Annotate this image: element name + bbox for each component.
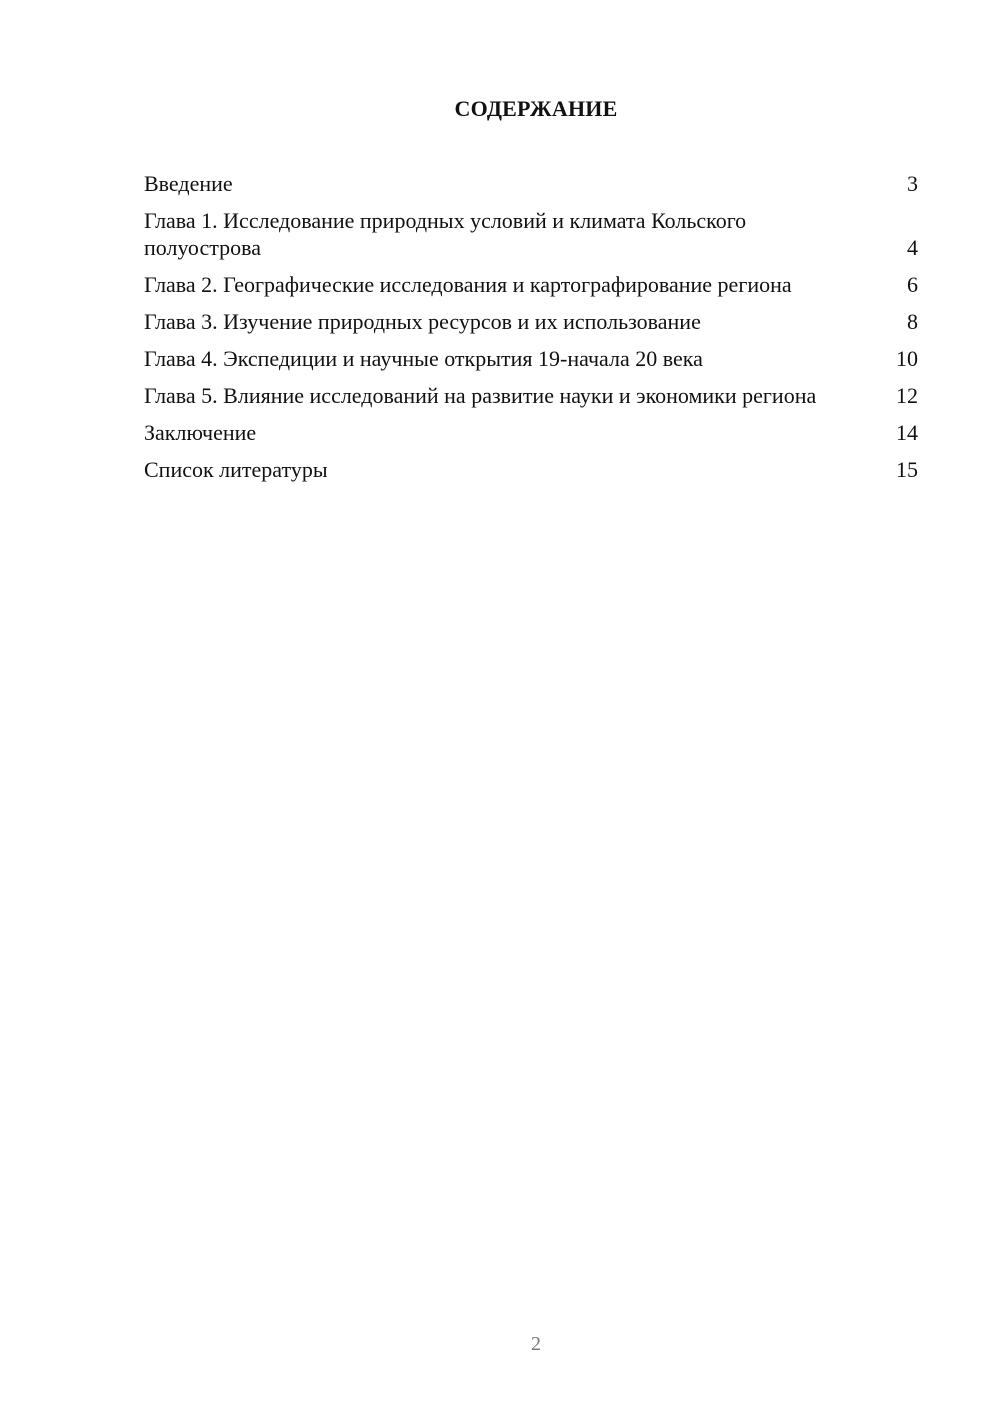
toc-entry-chapter-5[interactable] — [144, 382, 918, 409]
toc-entry-page: 12 — [896, 383, 918, 408]
toc-entry-page: 10 — [896, 346, 918, 371]
toc-entry-page: 4 — [907, 235, 918, 260]
toc-entry-text: Заключение — [144, 420, 257, 445]
toc-entry-page: 8 — [907, 309, 918, 334]
toc-entry-page: 15 — [896, 457, 918, 482]
toc-entry-page: 14 — [896, 420, 918, 445]
toc-entry-chapter-4[interactable] — [144, 345, 918, 372]
toc-entry-text: Глава 1. Исследование природных условий и климата Кольского полуострова — [144, 208, 747, 260]
toc-entry-text: Введение — [144, 171, 233, 196]
toc-entry-chapter-2[interactable] — [144, 271, 918, 298]
toc-title: СОДЕРЖАНИЕ — [454, 96, 618, 121]
toc-entry-text: Список литературы — [144, 457, 328, 482]
toc-entry-references[interactable] — [144, 456, 918, 483]
toc-list — [144, 170, 918, 493]
toc-entry-text: Глава 3. Изучение природных ресурсов и их использование — [144, 309, 701, 334]
toc-entry-page: 3 — [907, 171, 918, 196]
toc-entry-page: 6 — [907, 272, 918, 297]
toc-entry-conclusion[interactable] — [144, 419, 918, 446]
page-number: 2 — [531, 1333, 541, 1355]
toc-entry-text: Глава 4. Экспедиции и научные открытия 19-начала 20 века — [144, 346, 703, 371]
toc-entry-introduction[interactable] — [144, 170, 918, 197]
toc-entry-chapter-1[interactable] — [144, 207, 918, 261]
toc-entry-text: Глава 2. Географические исследования и картографирование региона — [144, 272, 792, 297]
toc-entry-text: Глава 5. Влияние исследований на развитие науки и экономики региона — [144, 383, 817, 408]
toc-entry-chapter-3[interactable] — [144, 308, 918, 335]
